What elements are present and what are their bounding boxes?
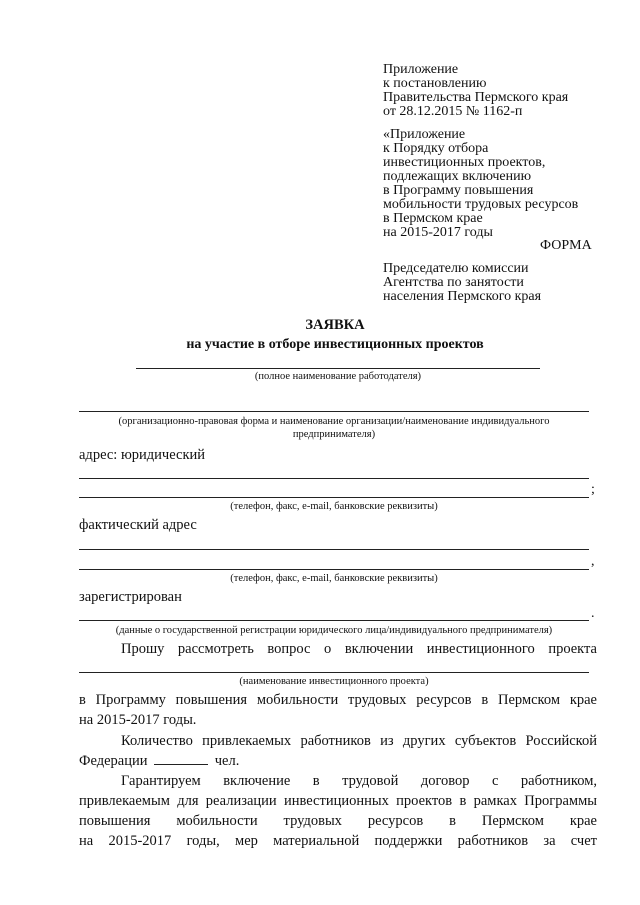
order-line: к Порядку отбора	[383, 141, 489, 156]
contacts-caption-1: (телефон, факс, e-mail, банковские реквизиты)	[230, 501, 438, 512]
addressee-block	[383, 262, 541, 304]
count-line1: Количество привлекаемых работников из других субъектов Российской	[121, 733, 597, 749]
registration-line	[79, 620, 589, 621]
appendix-line: Приложение	[383, 62, 459, 77]
registered-label: зарегистрирован	[79, 589, 182, 605]
period-mark: .	[591, 606, 595, 621]
order-block	[383, 128, 578, 240]
appendix-line: к постановлению	[383, 76, 487, 91]
program-line2: на 2015-2017 годы.	[79, 712, 197, 728]
legal-address-line-2	[79, 497, 589, 498]
org-form-line	[79, 411, 589, 412]
order-line: на 2015-2017 годы	[383, 225, 493, 240]
employer-caption: (полное наименование работодателя)	[254, 371, 422, 382]
order-line: в Пермском крае	[383, 211, 483, 226]
addressee-line: Агентства по занятости	[383, 275, 524, 290]
registration-caption: (данные о государственной регистрации юридического лица/индивидуального предпринимателя)	[115, 625, 553, 636]
order-line: «Приложение	[383, 127, 466, 142]
count-unit: чел.	[214, 753, 240, 769]
request-line: Прошу рассмотреть вопрос о включении инвестиционного проекта	[121, 641, 597, 657]
legal-address-line-1	[79, 478, 589, 479]
document-title: ЗАЯВКА	[305, 317, 365, 333]
legal-address-label: адрес: юридический	[79, 447, 206, 463]
semicolon-mark: ;	[591, 482, 595, 497]
order-line: мобильности трудовых ресурсов	[383, 197, 579, 212]
org-caption-line2: предпринимателя)	[292, 429, 376, 440]
org-caption-line1: (организационно-правовая форма и наименование организации/наименование индивидуального	[118, 416, 550, 427]
contacts-caption-2: (телефон, факс, e-mail, банковские реквизиты)	[230, 573, 438, 584]
order-line: инвестиционных проектов,	[383, 155, 546, 170]
actual-address-line-1	[79, 549, 589, 550]
comma-mark: ,	[591, 554, 595, 569]
actual-address-label: фактический адрес	[79, 517, 197, 533]
appendix-block	[383, 63, 568, 119]
guarantee-line4: на 2015-2017 годы, мер материальной поддержки работников за счет	[79, 833, 597, 849]
count-line2	[79, 751, 239, 771]
appendix-line: от 28.12.2015 № 1162-п	[383, 104, 523, 119]
order-line: в Программу повышения	[383, 183, 534, 198]
program-line1: в Программу повышения мобильности трудовых ресурсов в Пермском крае	[79, 692, 597, 708]
document-subtitle: на участие в отборе инвестиционных проектов	[186, 337, 484, 352]
addressee-line: Председателю комиссии	[383, 261, 529, 276]
appendix-line: Правительства Пермского края	[383, 90, 569, 105]
guarantee-line1: Гарантируем включение в трудовой договор с работником,	[121, 773, 597, 789]
actual-address-line-2	[79, 569, 589, 570]
count-label: Федерации	[79, 753, 148, 769]
employer-name-line	[136, 368, 540, 369]
guarantee-line2: привлекаемым для реализации инвестиционных проектов в рамках Программы	[79, 793, 597, 809]
count-blank	[154, 752, 208, 765]
project-name-line	[79, 672, 589, 673]
guarantee-line3: повышения мобильности трудовых ресурсов в Пермском крае	[79, 813, 597, 829]
addressee-line: населения Пермского края	[383, 289, 542, 304]
order-line: подлежащих включению	[383, 169, 532, 184]
project-caption: (наименование инвестиционного проекта)	[239, 676, 429, 687]
form-label: ФОРМА	[540, 238, 592, 253]
